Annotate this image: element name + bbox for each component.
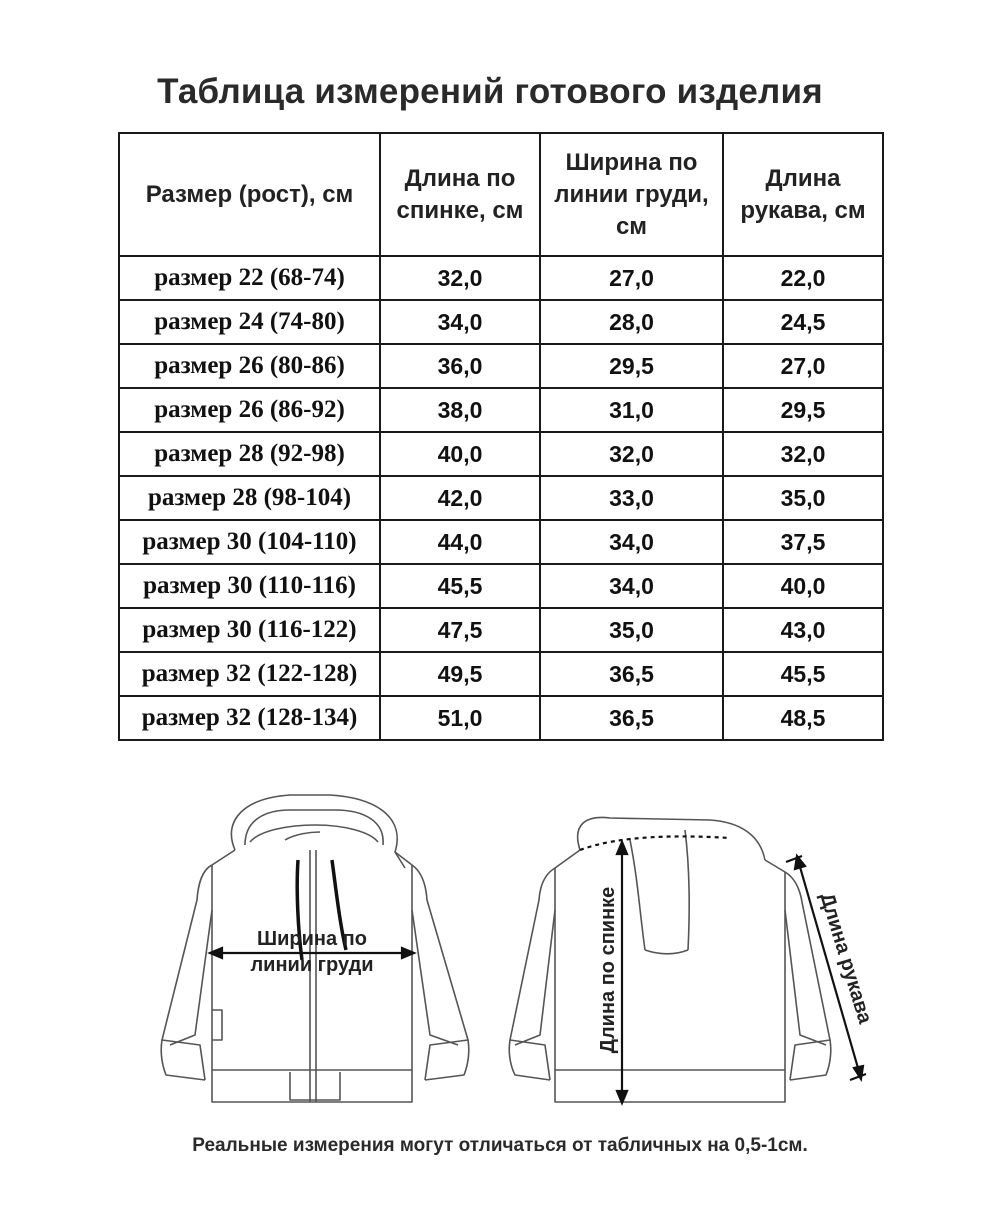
value-cell: 37,5 (723, 520, 883, 564)
value-cell: 35,0 (723, 476, 883, 520)
size-cell: размер 22 (68-74) (119, 256, 380, 300)
value-cell: 51,0 (380, 696, 540, 740)
back-jacket-icon (509, 817, 831, 1102)
table-row (119, 520, 883, 564)
table-row (119, 652, 883, 696)
page-title: Таблица измерений готового изделия (157, 72, 823, 111)
size-cell: размер 24 (74-80) (119, 300, 380, 344)
value-cell: 49,5 (380, 652, 540, 696)
table-row (119, 388, 883, 432)
chest-label-line2: линии груди (250, 954, 374, 976)
header-sleeve-length: Длина рукава, см (723, 133, 883, 256)
value-cell: 48,5 (723, 696, 883, 740)
sleeve-length-label: Длина рукава (815, 890, 877, 1027)
value-cell: 32,0 (723, 432, 883, 476)
value-cell: 24,5 (723, 300, 883, 344)
chest-label-line1: Ширина по (257, 928, 367, 950)
table-header-row (119, 133, 883, 256)
measurements-table (118, 132, 884, 741)
table-row (119, 344, 883, 388)
size-cell: размер 32 (128-134) (119, 696, 380, 740)
value-cell: 44,0 (380, 520, 540, 564)
value-cell: 34,0 (380, 300, 540, 344)
value-cell: 33,0 (540, 476, 723, 520)
value-cell: 40,0 (380, 432, 540, 476)
value-cell: 42,0 (380, 476, 540, 520)
header-chest-width: Ширина по линии груди, см (540, 133, 723, 256)
table-row (119, 432, 883, 476)
value-cell: 29,5 (723, 388, 883, 432)
value-cell: 29,5 (540, 344, 723, 388)
value-cell: 27,0 (540, 256, 723, 300)
value-cell: 38,0 (380, 388, 540, 432)
header-size: Размер (рост), см (119, 133, 380, 256)
size-cell: размер 26 (80-86) (119, 344, 380, 388)
size-cell: размер 30 (104-110) (119, 520, 380, 564)
size-cell: размер 28 (92-98) (119, 432, 380, 476)
value-cell: 32,0 (540, 432, 723, 476)
footer-note: Реальные измерения могут отличаться от табличных на 0,5-1см. (192, 1135, 808, 1156)
value-cell: 45,5 (380, 564, 540, 608)
value-cell: 34,0 (540, 564, 723, 608)
size-cell: размер 26 (86-92) (119, 388, 380, 432)
table-row (119, 696, 883, 740)
back-length-label: Длина по спинке (597, 886, 619, 1054)
value-cell: 45,5 (723, 652, 883, 696)
value-cell: 35,0 (540, 608, 723, 652)
table-row (119, 564, 883, 608)
value-cell: 34,0 (540, 520, 723, 564)
table-row (119, 476, 883, 520)
value-cell: 36,5 (540, 652, 723, 696)
value-cell: 31,0 (540, 388, 723, 432)
value-cell: 32,0 (380, 256, 540, 300)
value-cell: 28,0 (540, 300, 723, 344)
jacket-diagram (150, 790, 880, 1120)
value-cell: 47,5 (380, 608, 540, 652)
header-back-length: Длина по спинке, см (380, 133, 540, 256)
value-cell: 27,0 (723, 344, 883, 388)
table-row (119, 256, 883, 300)
value-cell: 40,0 (723, 564, 883, 608)
table-row (119, 608, 883, 652)
size-cell: размер 30 (116-122) (119, 608, 380, 652)
jacket-illustration (150, 790, 880, 1120)
value-cell: 43,0 (723, 608, 883, 652)
size-cell: размер 30 (110-116) (119, 564, 380, 608)
value-cell: 36,5 (540, 696, 723, 740)
value-cell: 36,0 (380, 344, 540, 388)
size-cell: размер 32 (122-128) (119, 652, 380, 696)
value-cell: 22,0 (723, 256, 883, 300)
table-row (119, 300, 883, 344)
size-cell: размер 28 (98-104) (119, 476, 380, 520)
